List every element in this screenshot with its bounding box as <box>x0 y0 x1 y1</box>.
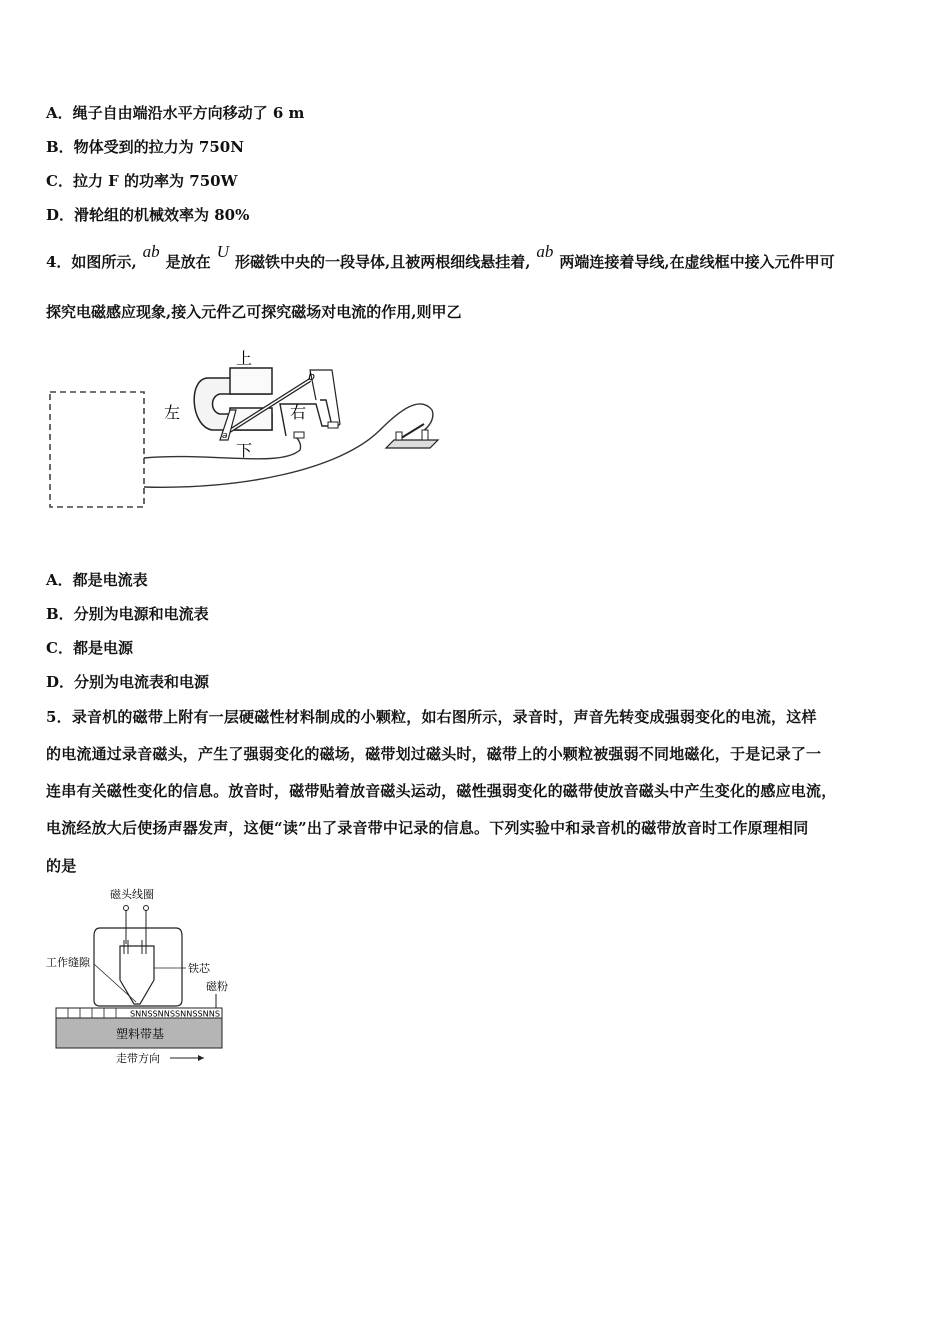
q4-stem-part3: 形磁铁中央的一段导体,且被两根细线悬挂着, <box>234 253 531 271</box>
q3-option-a: A．绳子自由端沿水平方向移动了 6 m <box>46 104 305 122</box>
iron-core <box>120 946 154 1004</box>
pole-pattern: SNNSSNNSSNNSSNNS <box>130 1009 220 1019</box>
label-b: b <box>308 370 315 383</box>
label-core: 铁芯 <box>188 962 210 975</box>
q4-option-b: B．分别为电源和电流表 <box>46 605 209 623</box>
label-a: a <box>222 431 228 441</box>
gap-pointer <box>94 964 136 1002</box>
direction-arrow-head <box>198 1055 204 1061</box>
switch-post <box>396 432 402 440</box>
label-powder: 磁粉 <box>206 980 228 993</box>
q4-option-d: D．分别为电流表和电源 <box>46 673 210 691</box>
q4-math-ab-2: ab <box>536 242 554 261</box>
dashed-component-box <box>50 392 144 507</box>
q3-option-b: B．物体受到的拉力为 750N <box>46 138 244 156</box>
switch-post-2 <box>422 430 428 440</box>
q4-math-u: U <box>216 242 229 261</box>
label-right: 右 <box>290 403 307 422</box>
q5-line-2: 的电流通过录音磁头，产生了强弱变化的磁场，磁带划过磁头时，磁带上的小颗粒被强弱不同地磁化，于是记录了一 <box>46 745 822 763</box>
q3-option-c: C．拉力 F 的功率为 750W <box>46 172 238 190</box>
q4-stem-line1 <box>46 242 835 272</box>
label-direction: 走带方向 <box>116 1052 160 1065</box>
q5-line-3: 连串有关磁性变化的信息。放音时，磁带贴着放音磁头运动，磁性强弱变化的磁带使放音磁头中产生变化的感应电流， <box>46 782 837 800</box>
coil-winding <box>124 940 146 954</box>
coil-terminal-left <box>124 906 129 911</box>
switch-base <box>386 440 438 448</box>
label-top: 上 <box>236 349 253 368</box>
label-bottom: 下 <box>236 441 253 460</box>
head-housing <box>94 928 182 1006</box>
q4-stem-part1: 4．如图所示, <box>46 253 137 271</box>
q4-option-a: A．都是电流表 <box>46 571 148 589</box>
q5-line-5: 的是 <box>46 857 77 875</box>
terminal-right <box>328 422 338 428</box>
q4-stem-line2: 探究电磁感应现象,接入元件乙可探究磁场对电流的作用,则甲乙 <box>46 303 462 321</box>
q4-stem-part2: 是放在 <box>165 253 211 271</box>
magnet-top-pole <box>230 368 272 394</box>
coil-terminal-right <box>144 906 149 911</box>
label-coil: 磁头线圈 <box>110 888 154 901</box>
label-left: 左 <box>164 403 181 422</box>
label-base: 塑料带基 <box>116 1027 165 1041</box>
q3-option-d: D．滑轮组的机械效率为 80% <box>46 206 250 224</box>
q4-math-ab: ab <box>142 242 160 261</box>
q5-figure <box>44 884 244 1070</box>
q5-line-4: 电流经放大后使扬声器发声，这便“读”出了录音带中记录的信息。下列实验中和录音机的磁带放音时工作原理相同 <box>46 819 809 837</box>
q5-line-1: 5．录音机的磁带上附有一层硬磁性材料制成的小颗粒，如右图所示，录音时，声音先转变成强弱变化的电流，这样 <box>46 708 817 726</box>
label-gap: 工作缝隙 <box>46 956 90 969</box>
q4-stem-part4: 两端连接着导线,在虚线框中接入元件甲可 <box>559 253 835 271</box>
q4-option-c: C．都是电源 <box>46 639 133 657</box>
q4-figure <box>40 340 460 520</box>
terminal-left <box>294 432 304 438</box>
